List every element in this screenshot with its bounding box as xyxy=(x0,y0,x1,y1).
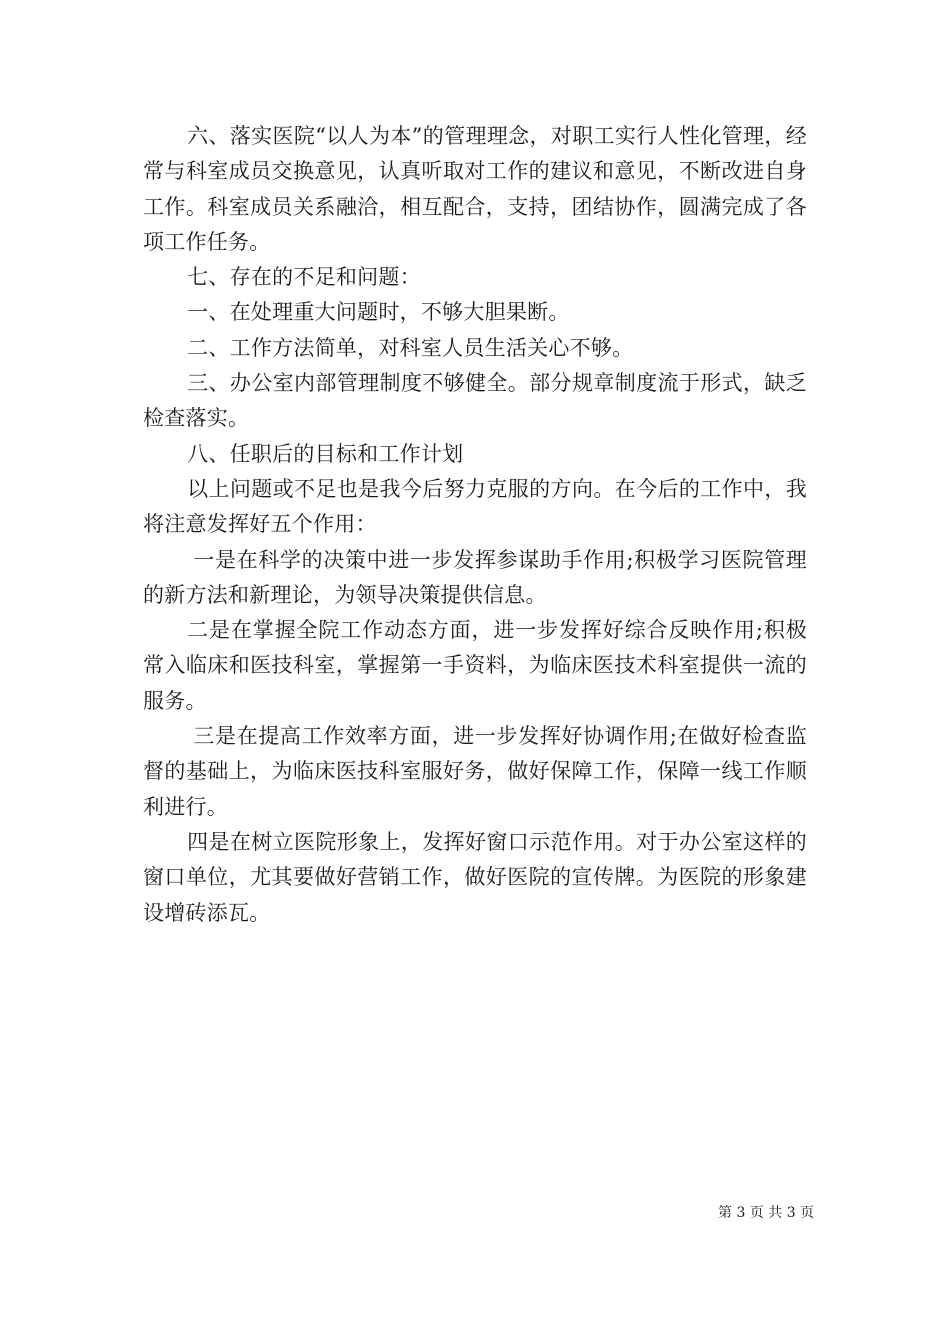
paragraph-issue-2: 二、工作方法简单，对科室人员生活关心不够。 xyxy=(187,335,634,360)
paragraph-issue-1: 一、在处理重大问题时，不够大胆果断。 xyxy=(187,300,570,325)
paragraph-section-6: 六、落实医院“以人为本”的管理理念，对职工实行人性化管理，经常与科室成员交换意见，认真听取对工作的建议和意见，不断改进自身工作。科室成员关系融洽，相互配合，支持，团结协作，圆满完成了各项工作任务。 xyxy=(143,124,807,254)
paragraph-goal-1: 一是在科学的决策中进一步发挥参谋助手作用;积极学习医院管理的新方法和新理论，为领导决策提供信息。 xyxy=(143,547,807,607)
paragraph-goal-3: 三是在提高工作效率方面，进一步发挥好协调作用;在做好检查监督的基础上，为临床医技科室服好务，做好保障工作，保障一线工作顺利进行。 xyxy=(143,724,807,819)
document-body xyxy=(143,119,807,931)
page-number-footer: 第 3 页 共 3 页 xyxy=(718,1205,815,1221)
paragraph-goal-4: 四是在树立医院形象上，发挥好窗口示范作用。对于办公室这样的窗口单位，尤其要做好营销工作，做好医院的宣传牌。为医院的形象建设增砖添瓦。 xyxy=(143,829,807,925)
paragraph-goal-2: 二是在掌握全院工作动态方面，进一步发挥好综合反映作用;积极常入临床和医技科室，掌握第一手资料，为临床医技术科室提供一流的服务。 xyxy=(143,618,807,713)
paragraph-intro-goals: 以上问题或不足也是我今后努力克服的方向。在今后的工作中，我将注意发挥好五个作用： xyxy=(143,476,807,537)
paragraph-section-8-heading: 八、任职后的目标和工作计划 xyxy=(187,441,464,466)
paragraph-section-7-heading: 七、存在的不足和问题： xyxy=(187,265,421,290)
paragraph-issue-3: 三、办公室内部管理制度不够健全。部分规章制度流于形式，缺乏检查落实。 xyxy=(143,371,807,431)
